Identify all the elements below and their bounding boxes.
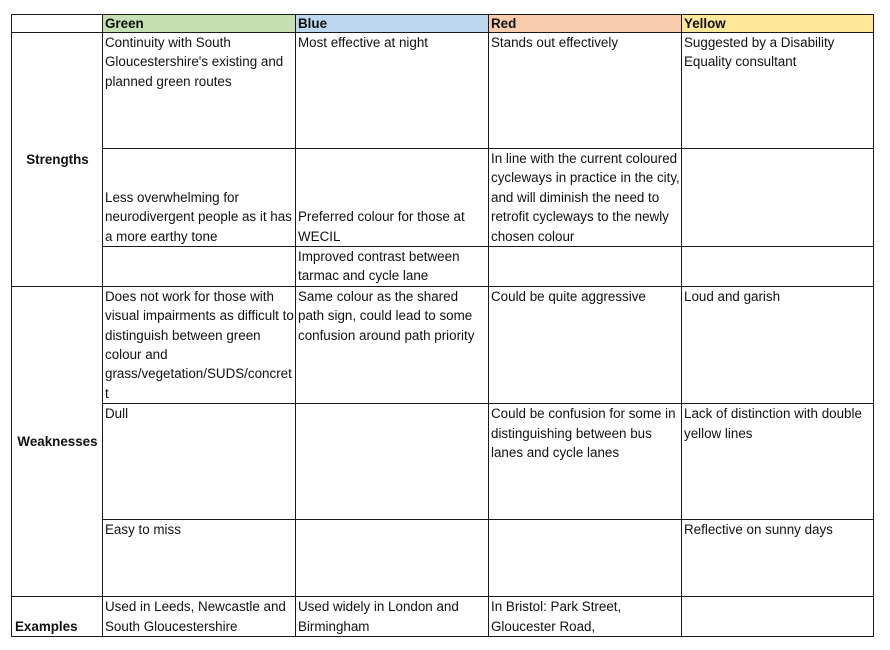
strengths-3-yellow <box>682 247 874 287</box>
weaknesses-row-3 <box>12 520 874 597</box>
weaknesses-1-green <box>103 286 296 403</box>
strengths-row-3 <box>12 247 874 287</box>
weaknesses-row-1 <box>12 286 874 403</box>
weaknesses-2-yellow: Lack of distinction with double yellow lines <box>682 404 874 520</box>
examples-red: In Bristol: Park Street, Gloucester Road, <box>489 597 682 637</box>
examples-label: Examples <box>12 597 103 637</box>
weaknesses-2-green: Dull <box>103 404 296 520</box>
header-row <box>12 15 874 33</box>
strengths-1-yellow: Suggested by a Disability Equality consultant <box>682 33 874 149</box>
examples-blue: Used widely in London and Birmingham <box>296 597 489 637</box>
comparison-table <box>11 14 874 637</box>
weaknesses-3-blue <box>296 520 489 597</box>
weaknesses-2-blue <box>296 404 489 520</box>
weaknesses-3-yellow: Reflective on sunny days <box>682 520 874 597</box>
weaknesses-1-blue: Same colour as the shared path sign, could lead to some confusion around path priority <box>296 286 489 403</box>
weaknesses-3-green: Easy to miss <box>103 520 296 597</box>
examples-yellow <box>682 597 874 637</box>
weaknesses-label: Weaknesses <box>12 286 103 596</box>
strengths-row-2 <box>12 149 874 247</box>
strengths-3-red <box>489 247 682 287</box>
strengths-label: Strengths <box>12 33 103 287</box>
weaknesses-3-red <box>489 520 682 597</box>
weaknesses-1-green-tail: t <box>105 385 109 401</box>
weaknesses-row-2 <box>12 404 874 520</box>
examples-row <box>12 597 874 637</box>
strengths-1-red: Stands out effectively <box>489 33 682 149</box>
header-green: Green <box>103 15 296 33</box>
header-blue: Blue <box>296 15 489 33</box>
strengths-2-yellow <box>682 149 874 247</box>
strengths-2-blue: Preferred colour for those at WECIL <box>296 149 489 247</box>
header-corner-cell <box>12 15 103 33</box>
strengths-2-red: In line with the current coloured cycleways in practice in the city, and will diminish the need to retrofit cycleways to the newly chosen colour <box>489 149 682 247</box>
weaknesses-2-red: Could be confusion for some in distinguishing between bus lanes and cycle lanes <box>489 404 682 520</box>
strengths-3-blue: Improved contrast between tarmac and cycle lane <box>296 247 489 287</box>
weaknesses-1-green-text: Does not work for those with visual impairments as difficult to distinguish between green colour and grass/vegetation/SUDS/concret <box>105 288 294 382</box>
strengths-row-1 <box>12 33 874 149</box>
header-red: Red <box>489 15 682 33</box>
weaknesses-1-red: Could be quite aggressive <box>489 286 682 403</box>
strengths-3-green <box>103 247 296 287</box>
header-yellow: Yellow <box>682 15 874 33</box>
strengths-1-blue: Most effective at night <box>296 33 489 149</box>
examples-green: Used in Leeds, Newcastle and South Gloucestershire <box>103 597 296 637</box>
strengths-2-green: Less overwhelming for neurodivergent people as it has a more earthy tone <box>103 149 296 247</box>
weaknesses-1-yellow: Loud and garish <box>682 286 874 403</box>
strengths-1-green: Continuity with South Gloucestershire's existing and planned green routes <box>103 33 296 149</box>
